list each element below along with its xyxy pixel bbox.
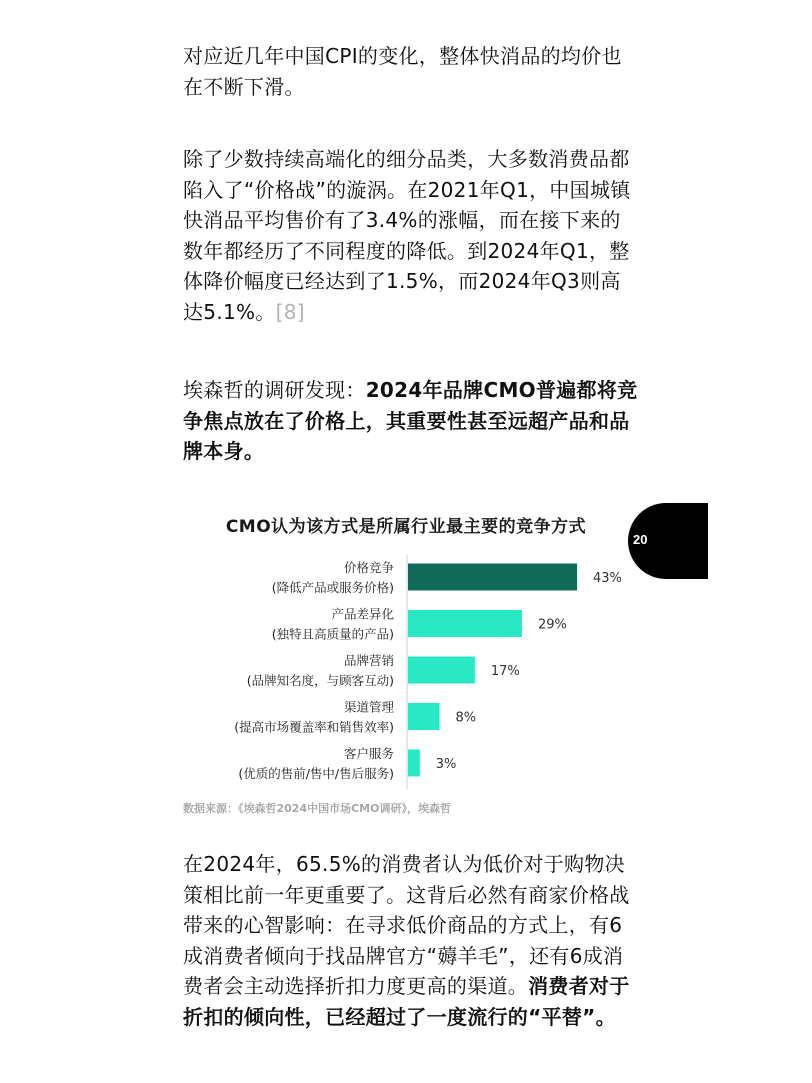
page-number: 20	[633, 532, 648, 547]
data-label: 3%	[435, 757, 457, 772]
category-detail-label: (优质的售前/售中/售后服务)	[238, 766, 394, 781]
bar	[408, 610, 522, 637]
category-detail-label: (提高市场覆盖率和销售效率)	[234, 719, 394, 735]
bar	[408, 564, 577, 591]
category-detail-label: (品牌知名度，与顾客互动)	[246, 673, 394, 688]
finding-lead: 埃森哲的调研发现：	[183, 378, 366, 402]
price-war-paragraph	[183, 144, 638, 327]
bar	[408, 703, 439, 730]
category-label: 客户服务	[343, 746, 394, 761]
consumer-text: 在2024年，65.5%的消费者认为低价对于购物决策相比前一年更重要了。这背后必然有商家价格战带来的心智影响：在寻求低价商品的方式上，有6成消费者倾向于找品牌官方“薅羊毛”，还有6成消费者会主动选择折扣力度更高的渠道。	[183, 852, 630, 998]
category-label: 产品差异化	[331, 606, 394, 622]
reference-link[interactable]: [8]	[275, 299, 305, 324]
consumer-highlight: 消费者对于折扣的倾向性，已经超过了一度流行的“平替”。	[183, 974, 630, 1029]
chart-title: CMO认为该方式是所属行业最主要的竞争方式	[225, 517, 587, 537]
category-detail-label: (降低产品或服务价格)	[271, 580, 394, 595]
competition-bar-chart	[0, 555, 812, 795]
finding-highlight: 2024年品牌CMO普遍都将竞争焦点放在了价格上，其重要性甚至远超产品和品牌本身。	[183, 378, 638, 463]
category-label: 价格竞争	[343, 560, 394, 575]
data-label: 43%	[593, 571, 622, 586]
bar	[408, 750, 420, 777]
bar	[408, 657, 475, 684]
price-war-text: 除了少数持续高端化的细分品类，大多数消费品都陷入了“价格战”的漩涡。在2021年Q1，中国城镇快消品平均售价有了3.4%的涨幅，而在接下来的数年都经历了不同程度的降低。到2024年Q1，整体降价幅度已经达到了1.5%，而2024年Q3则高达5.1%。	[183, 147, 631, 324]
source-note: 数据来源：《埃森哲2024中国市场CMO调研》，埃森哲	[183, 802, 451, 815]
category-detail-label: (独特且高质量的产品)	[271, 626, 394, 642]
consumer-paragraph	[183, 849, 638, 1032]
intro-paragraph: 对应近几年中国CPI的变化，整体快消品的均价也在不断下滑。	[183, 44, 622, 99]
data-label: 8%	[455, 710, 477, 726]
data-label: 29%	[537, 617, 567, 633]
category-label: 品牌营销	[343, 653, 394, 668]
accenture-finding-paragraph	[183, 375, 638, 467]
data-label: 17%	[490, 664, 520, 679]
category-label: 渠道管理	[343, 699, 394, 715]
